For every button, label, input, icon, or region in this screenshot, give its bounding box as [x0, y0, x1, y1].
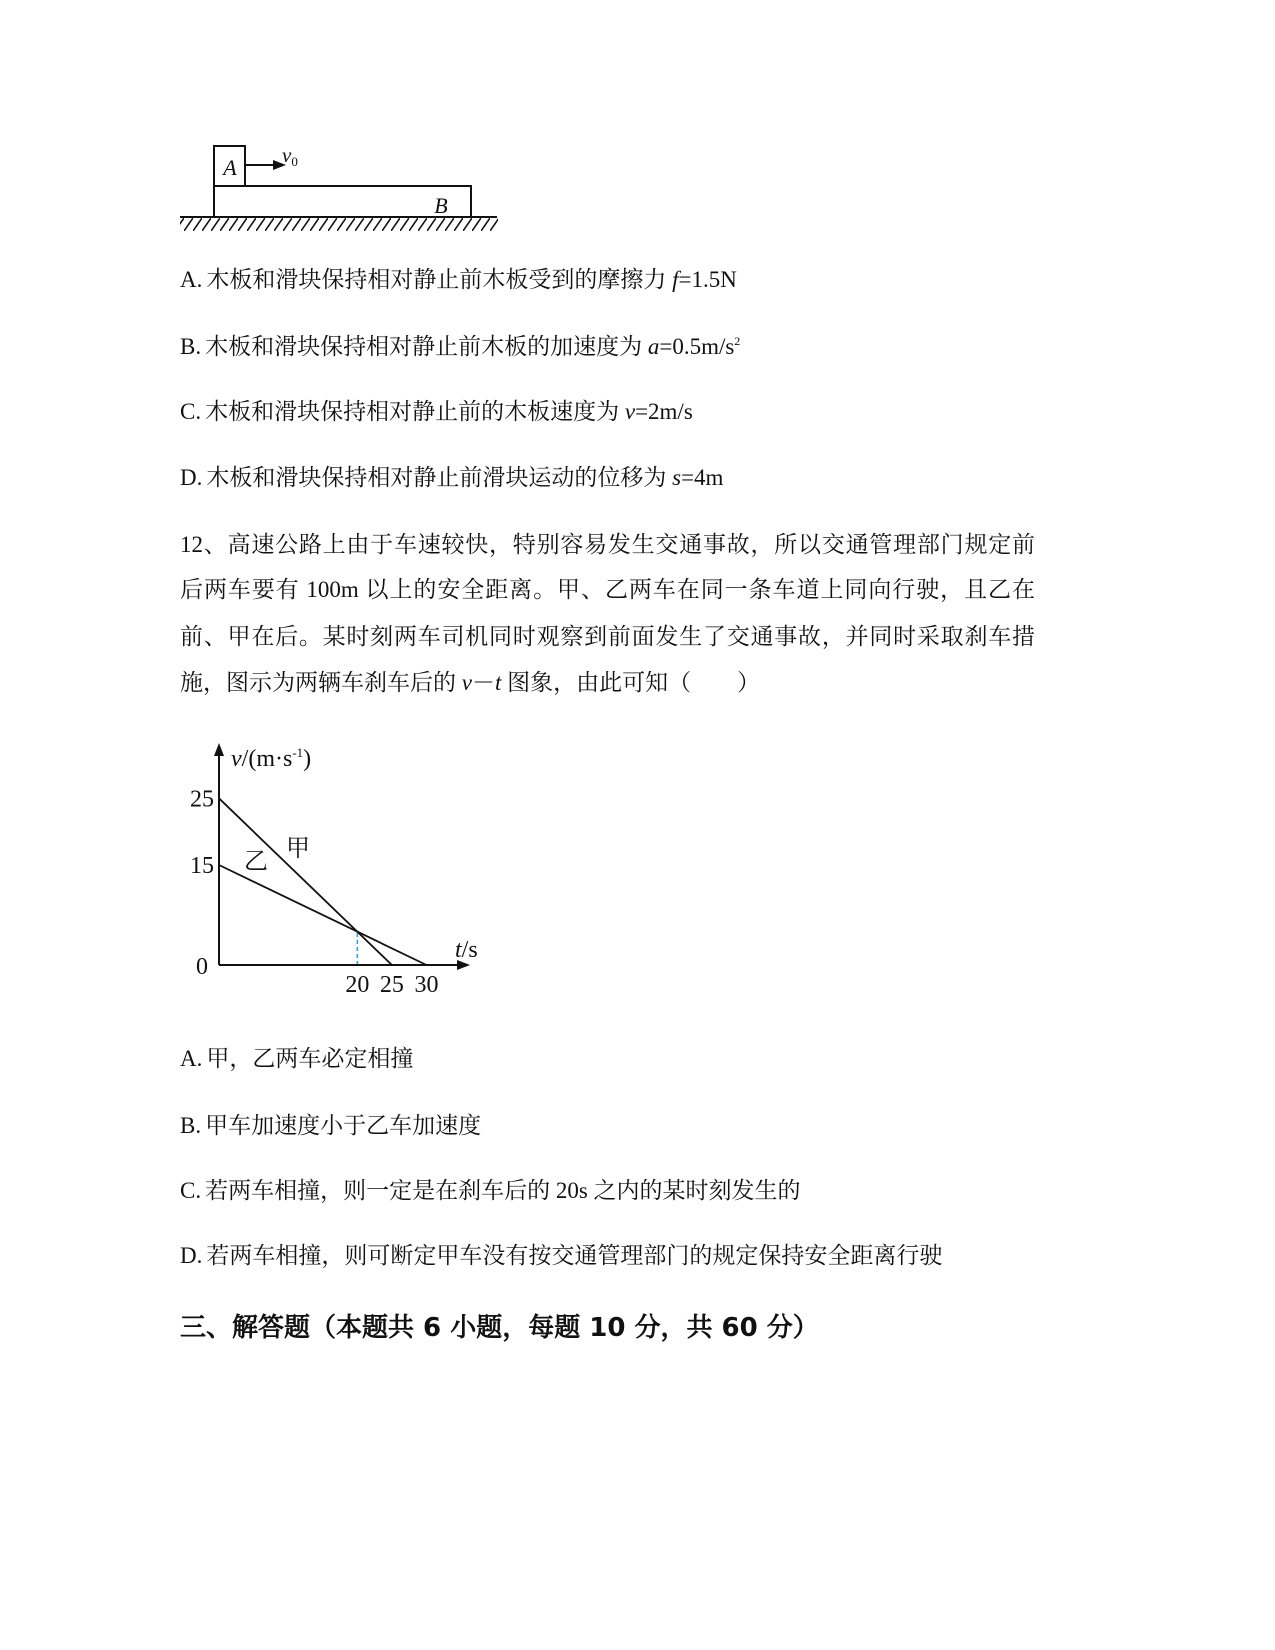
option-letter: D.	[180, 465, 203, 490]
q12-option-a	[180, 1044, 413, 1074]
option-value: =1.5N	[678, 267, 737, 292]
q11-option-a	[180, 265, 737, 295]
q12-stem-line-3: 前、甲在后。某时刻两车司机同时观察到前面发生了交通事故，并同时采取刹车措	[180, 624, 1035, 649]
option-letter: B.	[180, 1113, 202, 1138]
stem-text: 图象，由此可知（ ）	[501, 670, 761, 695]
y-tick-label-15: 15	[190, 853, 214, 879]
y-axis-label-unit: /(m·s	[241, 746, 293, 772]
q12-option-d	[180, 1241, 942, 1271]
option-letter: A.	[180, 267, 203, 292]
option-text: 木板和滑块保持相对静止前的木板速度为	[205, 399, 625, 424]
plank-b	[214, 186, 471, 217]
option-value: =0.5m/s	[659, 334, 735, 359]
x-tick-label-25: 25	[379, 972, 404, 998]
q11-option-d	[180, 463, 723, 493]
stem-dash: －	[471, 670, 495, 695]
series-label-yi: 乙	[244, 849, 268, 875]
origin-label: 0	[196, 954, 208, 980]
option-value: =2m/s	[635, 399, 693, 424]
x-tick-label-20: 20	[345, 972, 370, 998]
option-text: 若两车相撞，则一定是在刹车后的 20s 之内的某时刻发生的	[205, 1178, 801, 1203]
q12-stem-line-1: 12、高速公路上由于车速较快，特别容易发生交通事故，所以交通管理部门规定前	[180, 532, 1035, 557]
option-letter: B.	[180, 334, 202, 359]
option-text: 木板和滑块保持相对静止前木板受到的摩擦力	[206, 267, 673, 292]
velocity-symbol: v	[282, 143, 292, 167]
option-text: 木板和滑块保持相对静止前木板的加速度为	[205, 334, 648, 359]
stem-variable-t: t	[494, 670, 502, 695]
q12-stem-line-2: 后两车要有 100m 以上的安全距离。甲、乙两车在同一条车道上同向行驶，且乙在	[180, 577, 1035, 602]
plank-b-label: B	[434, 193, 448, 218]
y-axis-label-close: )	[303, 746, 312, 772]
option-text: 甲，乙两车必定相撞	[206, 1046, 414, 1071]
section-heading: 三、解答题（本题共 6 小题，每题 10 分，共 60 分）	[180, 1313, 819, 1343]
x-axis-label	[455, 937, 478, 963]
q12-option-b	[180, 1111, 481, 1141]
option-variable: a	[647, 334, 660, 359]
option-letter: C.	[180, 399, 202, 424]
series-line-jia	[219, 798, 392, 965]
block-on-plank-figure	[175, 140, 510, 240]
x-tick-label-30: 30	[414, 972, 439, 998]
option-text: 甲车加速度小于乙车加速度	[205, 1113, 482, 1138]
series-label-jia: 甲	[286, 836, 310, 862]
option-letter: D.	[180, 1243, 203, 1268]
q11-option-c	[180, 397, 693, 427]
series-line-yi	[219, 865, 427, 965]
x-axis-label-unit: /s	[461, 937, 478, 963]
y-axis-label	[231, 745, 311, 772]
option-text: 木板和滑块保持相对静止前滑块运动的位移为	[206, 465, 673, 490]
y-tick-label-25: 25	[190, 786, 214, 813]
y-axis-label-var: v	[231, 746, 242, 772]
y-axis-label-exponent: -1	[292, 745, 304, 760]
velocity-label	[282, 143, 298, 169]
option-letter: C.	[180, 1178, 202, 1203]
option-variable: s	[672, 465, 682, 490]
stem-variable-v: v	[461, 670, 472, 695]
velocity-subscript: 0	[291, 154, 298, 169]
option-value: =4m	[681, 465, 724, 490]
y-axis-arrowhead	[214, 743, 224, 756]
ground-hatching	[180, 218, 498, 231]
option-text: 若两车相撞，则可断定甲车没有按交通管理部门的规定保持安全距离行驶	[206, 1243, 943, 1268]
x-axis-label-var: t	[455, 937, 462, 963]
stem-text: 施，图示为两辆车刹车后的	[180, 670, 462, 695]
option-variable: v	[624, 399, 636, 424]
velocity-time-chart	[170, 725, 500, 1015]
option-variable: f	[672, 267, 679, 292]
block-a-label: A	[223, 155, 237, 180]
q12-stem-line-4	[180, 668, 1035, 698]
q12-option-c	[180, 1176, 801, 1206]
q11-option-b	[180, 332, 740, 362]
option-exponent: 2	[734, 334, 741, 348]
option-letter: A.	[180, 1046, 203, 1071]
